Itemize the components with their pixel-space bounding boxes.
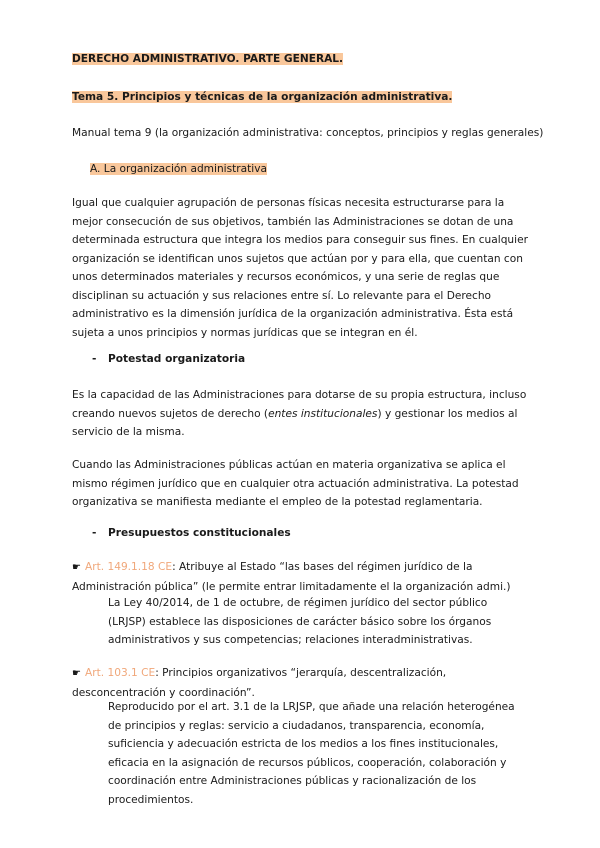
article-103-detail: Reproducido por el art. 3.1 de la LRJSP, que añade una relación heterogénea de principios y reglas: servicio a ciudadanos, transparencia, economía, suficiencia y adecuación estricta de los medios a los fines institucionales, eficacia en la asignación de recursos públicos, cooperación, colaboración y coordinación entre Administraciones públicas y racionalización de los procedimientos.	[108, 701, 515, 806]
section-a-heading	[90, 160, 267, 178]
article-103-paragraph	[72, 664, 532, 702]
potestad-paragraph-2: Cuando las Administraciones públicas actúan en materia organizativa se aplica el mismo régimen jurídico que en cualquier otra actuación administrativa. La potestad organizativa se manifiesta mediante el empleo de la potestad reglamentaria.	[72, 459, 519, 508]
potestad-p1-italic: entes institucionales	[268, 407, 378, 420]
title-highlight: DERECHO ADMINISTRATIVO. PARTE GENERAL.	[72, 53, 344, 65]
bullet-dash: -	[92, 527, 97, 539]
topic-heading	[72, 88, 452, 106]
article-149-detail: La Ley 40/2014, de 1 de octubre, de régimen jurídico del sector público (LRJSP) establece las disposiciones de carácter básico sobre los órganos administrativos y sus competencias; relaciones interadministrativas.	[108, 597, 492, 646]
section-a-highlight: A. La organización administrativa	[90, 163, 267, 175]
article-149-link[interactable]: Art. 149.1.18 CE	[84, 561, 173, 573]
potestad-paragraph-1	[72, 386, 532, 442]
bullet-potestad-organizatoria	[92, 350, 245, 368]
document-title	[72, 50, 343, 68]
intro-paragraph: Igual que cualquier agrupación de personas físicas necesita estructurarse para la mejor consecución de sus objetivos, también las Administraciones se dotan de una determinada estructura que integra los medios para conseguir sus fines. En cualquier organización se identifican unos sujetos que actúan por y para ella, que cuentan con unos determinados materiales y recursos económicos, y una serie de reglas que disciplinan su actuación y sus relaciones entre sí. Lo relevante para el Derecho administrativo es la dimensión jurídica de la organización administrativa. Ésta está sujeta a unos principios y normas jurídicas que se integran en él.	[72, 197, 528, 339]
article-149-text: : Atribuye al Estado “las bases del régimen jurídico de la Administración pública” (le permite entrar limitadamente el la organización admi.)	[72, 561, 511, 593]
manual-reference: Manual tema 9 (la organización administrativa: conceptos, principios y reglas generales)	[72, 127, 544, 139]
article-103-link[interactable]: Art. 103.1 CE	[84, 667, 156, 679]
bullet-label: Potestad organizatoria	[108, 353, 246, 365]
topic-highlight: Tema 5. Principios y técnicas de la organización administrativa.	[72, 91, 453, 103]
pointing-hand-icon: ☛	[72, 562, 81, 573]
bullet-label: Presupuestos constitucionales	[108, 527, 291, 539]
potestad-p1-text-a: Es la capacidad de las Administraciones para dotarse de su propia estructura, incluso creando nuevos sujetos de derecho (	[72, 389, 527, 420]
pointing-hand-icon: ☛	[72, 668, 81, 679]
article-149-paragraph	[72, 558, 532, 596]
bullet-dash: -	[92, 353, 97, 365]
article-103-text: : Principios organizativos “jerarquía, descentralización, desconcentración y coordinación”.	[72, 667, 447, 699]
potestad-p1-text-b: ) y gestionar los medios al servicio de la misma.	[72, 407, 518, 438]
bullet-presupuestos-constitucionales	[92, 524, 291, 542]
